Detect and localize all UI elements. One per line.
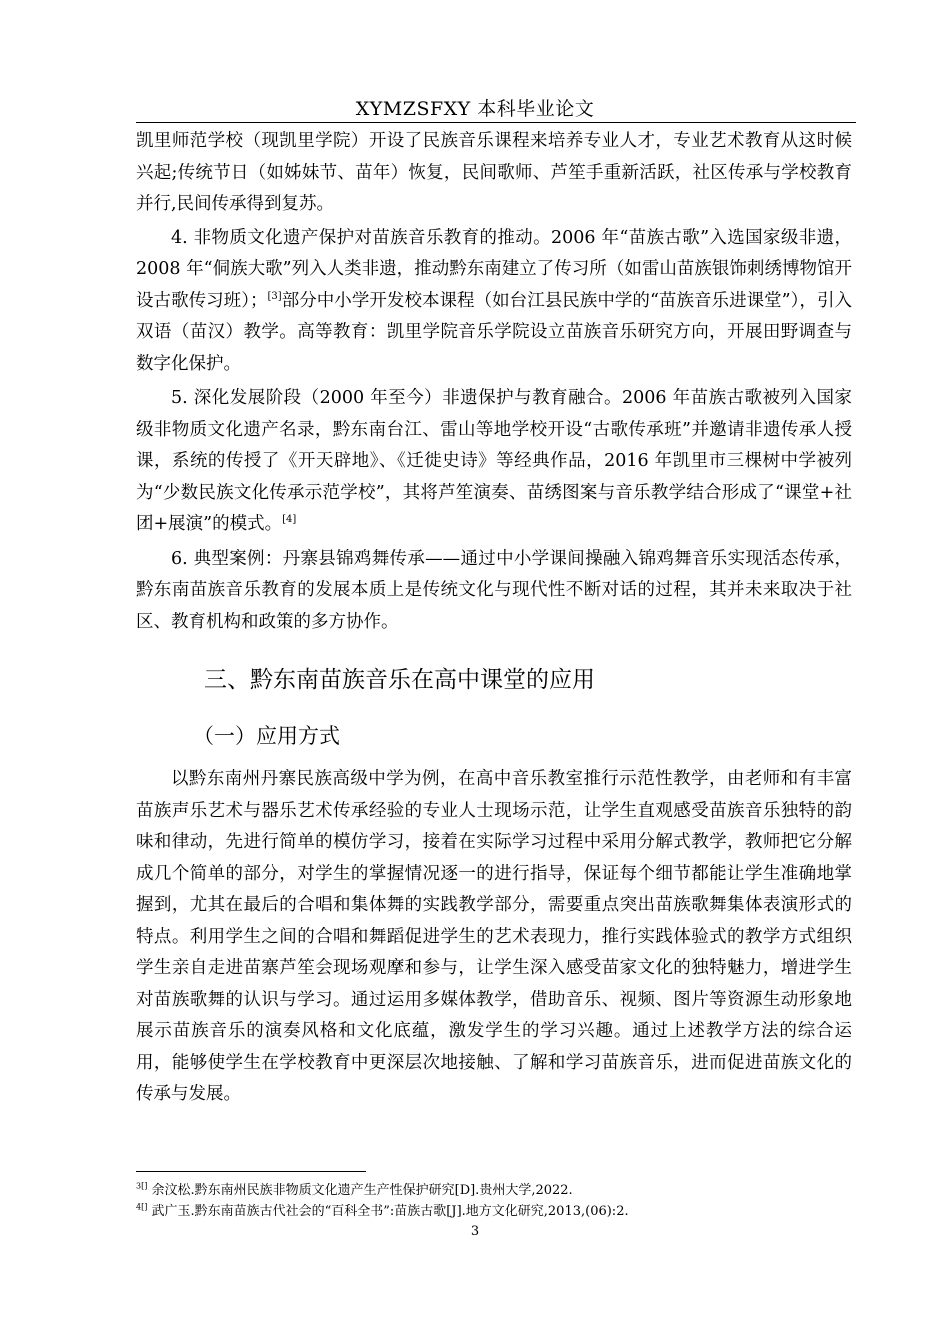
footnote-3 (136, 1180, 852, 1201)
footnote-mark: 4[] (136, 1202, 148, 1212)
footnote-text: 武广玉.黔东南苗族古代社会的“百科全书”:苗族古歌[J].地方文化研究,2013,(06):2. (151, 1204, 629, 1219)
footnote-text: 余汶松.黔东南州民族非物质文化遗产生产性保护研究[D].贵州大学,2022. (151, 1183, 573, 1198)
footnotes (136, 1180, 852, 1222)
footnote-separator (136, 1171, 366, 1172)
footnote-ref-3[interactable]: [3] (267, 290, 282, 302)
item-6-paragraph: 6. 典型案例：丹寨县锦鸡舞传承——通过中小学课间操融入锦鸡舞音乐实现活态传承，黔东南苗族音乐教育的发展本质上是传统文化与现代性不断对话的过程，其并未来取决于社区、教育机构和政策的多方协作。 (136, 548, 852, 632)
item-4-paragraph (136, 223, 852, 381)
subsection-heading: （一）应用方式 (193, 724, 340, 748)
footnote-4 (136, 1201, 852, 1222)
section-heading: 三、黔东南苗族音乐在高中课堂的应用 (204, 667, 595, 693)
item-5-text: 5. 深化发展阶段（2000 年至今）非遗保护与教育融合。2006 年苗族古歌被列入国家级非物质文化遗产名录，黔东南台江、雷山等地学校开设“古歌传承班”并邀请非遗传承人授课，系统的传授了《开天辟地》、《迁徙史诗》等经典作品，2016 年凯里市三棵树中学被列为“少数民族文化传承示范学校”，其将芦笙演奏、苗绣图案与音乐教学结合形成了“课堂+社团+展演”的模式。 (136, 388, 852, 534)
application-paragraph: 以黔东南州丹寨民族高级中学为例，在高中音乐教室推行示范性教学，由老师和有丰富苗族声乐艺术与器乐艺术传承经验的专业人士现场示范，让学生直观感受苗族音乐独特的韵味和律动，先进行简单的模仿学习，接着在实际学习过程中采用分解式教学，教师把它分解成几个简单的部分，对学生的掌握情况逐一的进行指导，保证每个细节都能让学生准确地掌握到，尤其在最后的合唱和集体舞的实践教学部分，需要重点突出苗族歌舞集体表演形式的特点。利用学生之间的合唱和舞蹈促进学生的艺术表现力，推行实践体验式的教学方式组织学生亲自走进苗寨芦笙会现场观摩和参与，让学生深入感受苗家文化的独特魅力，增进学生对苗族歌舞的认识与学习。通过运用多媒体教学，借助音乐、视频、图片等资源生动形象地展示苗族音乐的演奏风格和文化底蕴，激发学生的学习兴趣。通过上述教学方法的综合运用，能够使学生在学校教育中更深层次地接触、了解和学习苗族音乐，进而促进苗族文化的传承与发展。 (136, 769, 852, 1104)
item-4-text-before: 4. 非物质文化遗产保护对苗族音乐教育的推动。2006 年“苗族古歌”入选国家级非遗，2008 年“侗族大歌”列入人类非遗，推动黔东南建立了传习所（如雷山苗族银饰刺绣博物馆开设古歌传习班）； (136, 227, 852, 311)
document-body (136, 126, 852, 1111)
item-4-text-after: 部分中小学开发校本课程（如台江县民族中学的“苗族音乐进课堂”），引入双语（苗汉）教学。高等教育：凯里学院音乐学院设立苗族音乐研究方向，开展田野调查与数字化保护。 (136, 290, 853, 374)
footnote-mark: 3[] (136, 1181, 148, 1191)
continued-paragraph: 凯里师范学校（现凯里学院）开设了民族音乐课程来培养专业人才，专业艺术教育从这时候兴起;传统节日（如姊妹节、苗年）恢复，民间歌师、芦笙手重新活跃，社区传承与学校教育并行,民间传承得到复苏。 (136, 131, 852, 214)
footnote-ref-4[interactable]: [4] (282, 514, 297, 526)
page-header: XYMZSFXY 本科毕业论文 (355, 98, 595, 120)
header-divider (136, 122, 856, 123)
item-5-paragraph (136, 383, 852, 541)
page-number: 3 (470, 1224, 480, 1239)
